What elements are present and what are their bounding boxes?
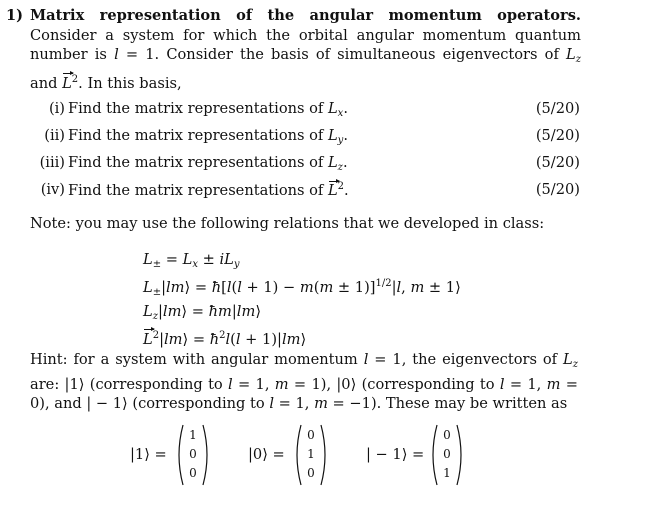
hint-text: Hint: for a system with angular momentum l = 1, the eigenvectors of $L_z$ are: |1⟩ (corresponding to l = 1, m = 1), |0⟩ (corresponding to l = 1, m = 0), and | − 1⟩ (corresponding to l = 1, m = −1). These may be written as	[30, 351, 579, 412]
ket-label: | − 1⟩ =	[366, 446, 425, 463]
problem-intro-a: Consider a system for which the orbital angular momentum quantum number is	[30, 26, 581, 63]
math-Lvec-sq: L	[62, 74, 72, 92]
ket-label: |0⟩ =	[248, 446, 285, 463]
task-points: (5/20)	[535, 100, 580, 117]
problem-title: Matrix representation of the angular momentum operators.	[30, 7, 581, 24]
relation-ladder-action: $L_\pm|lm⟩$ = ħ[l(l + 1) − m(m ± 1)]$^{1/2}$|l, m ± 1⟩	[143, 278, 461, 298]
math-Lz: $L_z$	[566, 46, 581, 65]
task-text: Find the matrix representations of $L_z$.	[68, 154, 348, 173]
problem-intro-end: . In this basis,	[78, 74, 182, 92]
left-paren	[174, 424, 184, 486]
task-text: Find the matrix representations of $L^2$.	[68, 181, 349, 199]
task-item	[30, 154, 580, 181]
task-label: (ii)	[44, 127, 65, 144]
problem-intro-and: and	[30, 74, 63, 92]
basis-vectors	[130, 424, 530, 488]
problem-statement	[6, 6, 581, 93]
note-text: Note: you may use the following relations that we developed in class:	[30, 215, 545, 232]
task-text: Find the matrix representations of $L_y$.	[68, 127, 348, 146]
right-paren	[202, 424, 212, 486]
task-list	[30, 100, 580, 208]
relation-ladder-def: $L_\pm = L_x \pm iL_y$	[143, 251, 240, 270]
task-item	[30, 100, 580, 127]
task-item	[30, 127, 580, 154]
task-label: (iii)	[39, 154, 65, 171]
right-paren	[320, 424, 330, 486]
problem-number: 1)	[6, 7, 24, 24]
task-points: (5/20)	[535, 181, 580, 198]
left-paren	[428, 424, 438, 486]
math-l: l	[114, 46, 119, 63]
left-paren	[292, 424, 302, 486]
task-text: Find the matrix representations of $L_x$.	[68, 100, 348, 119]
column-entries: 1 0 0	[189, 428, 197, 480]
problem-body: Matrix representation of the angular momentum operators. Consider a system for which the orbital angular momentum quantum number is l = 1. Consider the basis of simultaneous eigenvectors of $L_z$ and $L^2$. In this basis,	[30, 7, 581, 92]
right-paren	[456, 424, 466, 486]
problem-intro-eq: = 1. Consider the basis of simultaneous eigenvectors of	[118, 46, 567, 63]
ket-label: |1⟩ =	[130, 446, 167, 463]
task-label: (iv)	[40, 181, 65, 198]
task-label: (i)	[48, 100, 65, 117]
relation-lz-action: $L_z|lm⟩$ = ħm|lm⟩	[143, 303, 262, 322]
column-entries: 0 0 1	[443, 428, 451, 480]
task-points: (5/20)	[535, 127, 580, 144]
relation-l2-action: $L^2|lm⟩$ = $ħ^2l(l$ + 1)|lm⟩	[143, 330, 307, 348]
task-item	[30, 181, 580, 208]
column-entries: 0 1 0	[307, 428, 315, 480]
task-points: (5/20)	[535, 154, 580, 171]
relations-block	[143, 250, 461, 349]
